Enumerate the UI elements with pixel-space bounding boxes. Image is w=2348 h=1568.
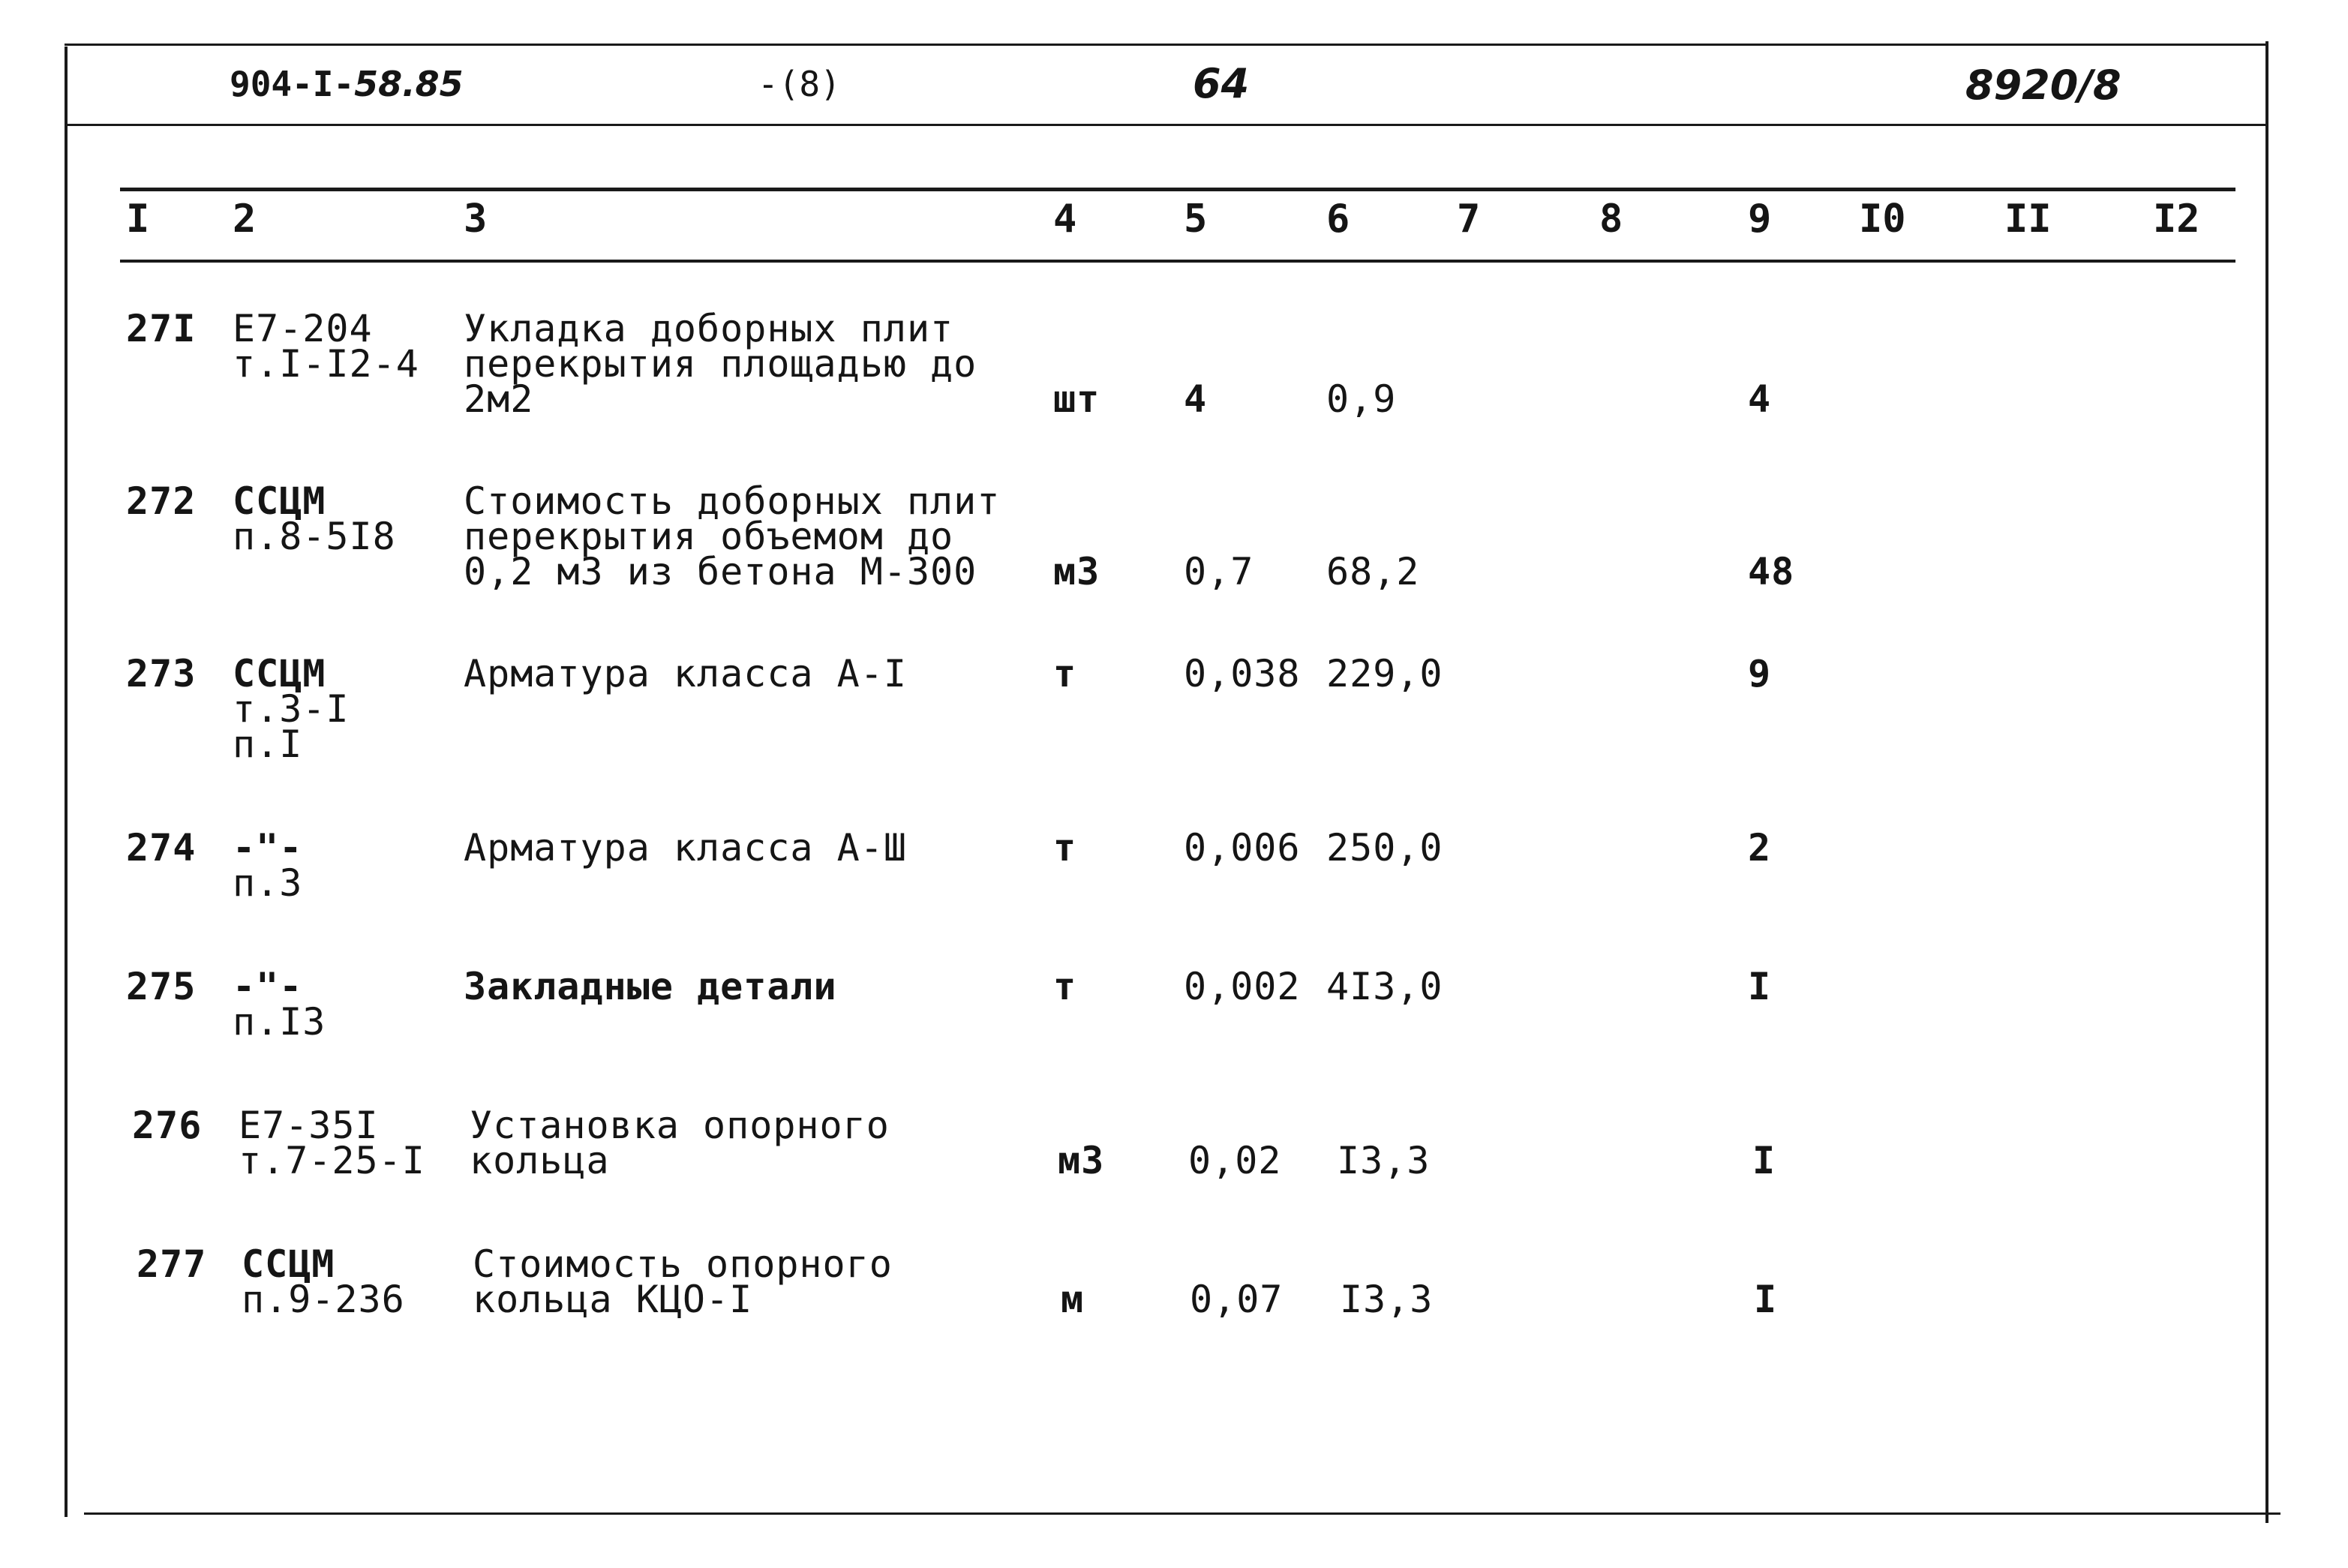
norm-code-line: п.8-5I8: [233, 515, 396, 558]
description-line: Арматура класса А-I: [464, 652, 907, 695]
norm-code-line: т.3-I: [233, 687, 350, 731]
norm-code-line: -"-: [233, 965, 303, 1008]
quantity: 0,002: [1184, 965, 1301, 1008]
description-line: 2м2: [464, 377, 534, 421]
norm-code-line: E7-204: [233, 307, 373, 350]
document-code: [230, 64, 464, 104]
unit-price: 250,0: [1326, 826, 1443, 870]
top-border: [65, 44, 2267, 46]
description-line: перекрытия площадью до: [464, 342, 977, 386]
column-header-2: 2: [233, 197, 257, 242]
sheet-number: -(8): [758, 64, 841, 104]
unit-price: I3,3: [1340, 1278, 1434, 1321]
document-code-handwritten: 58.85: [354, 64, 464, 104]
description-line: Укладка доборных плит: [464, 307, 954, 350]
unit-price: 0,9: [1326, 377, 1397, 421]
right-border: [2265, 41, 2268, 1523]
description-line: Установка опорного: [470, 1104, 890, 1147]
norm-code-line: п.9-236: [242, 1278, 405, 1321]
quantity: 0,7: [1184, 550, 1254, 593]
norm-code-line: -"-: [233, 826, 303, 870]
row-number: 27I: [126, 307, 197, 350]
unit: шт: [1053, 377, 1100, 421]
column-header-12: I2: [2153, 197, 2200, 242]
document-code-printed: 904-I-: [230, 64, 355, 104]
column-header-rule: [120, 260, 2235, 263]
norm-code-line: ССЦМ: [233, 479, 326, 523]
column-header-10: I0: [1859, 197, 1906, 242]
description-line: Арматура класса А-Ш: [464, 826, 907, 870]
bottom-border: [84, 1512, 2280, 1515]
quantity: 0,07: [1190, 1278, 1284, 1321]
unit: т: [1053, 826, 1077, 870]
column-header-6: 6: [1326, 197, 1350, 242]
total: 48: [1748, 550, 1795, 593]
column-header-9: 9: [1748, 197, 1772, 242]
norm-code-line: ССЦМ: [242, 1242, 335, 1286]
unit-price: 229,0: [1326, 652, 1443, 695]
description-line: перекрытия объемом до: [464, 515, 954, 558]
row-number: 277: [137, 1242, 207, 1286]
row-number: 276: [132, 1104, 203, 1147]
row-number: 275: [126, 965, 197, 1008]
left-border: [65, 47, 68, 1517]
norm-code-line: ССЦМ: [233, 652, 326, 695]
norm-code-line: т.7-25-I: [239, 1139, 425, 1182]
norm-code-line: E7-35I: [239, 1104, 379, 1147]
description-line: 0,2 м3 из бетона М-300: [464, 550, 977, 593]
unit: т: [1053, 965, 1077, 1008]
norm-code-line: п.I: [233, 722, 303, 766]
row-number: 272: [126, 479, 197, 523]
column-header-3: 3: [464, 197, 488, 242]
column-header-11: II: [2004, 197, 2052, 242]
unit-price: I3,3: [1337, 1139, 1431, 1182]
total: 9: [1748, 652, 1772, 695]
column-header-8: 8: [1599, 197, 1623, 242]
description-line: кольца: [470, 1139, 610, 1182]
unit: м3: [1053, 550, 1100, 593]
page-number-handwritten: 64: [1193, 60, 1250, 107]
quantity: 4: [1184, 377, 1208, 421]
quantity: 0,038: [1184, 652, 1301, 695]
description-line: Стоимость доборных плит: [464, 479, 1001, 523]
column-header-1: I: [126, 197, 150, 242]
quantity: 0,02: [1188, 1139, 1282, 1182]
quantity: 0,006: [1184, 826, 1301, 870]
unit: м3: [1058, 1139, 1105, 1182]
row-number: 274: [126, 826, 197, 870]
description-line: кольца КЦО-I: [473, 1278, 753, 1321]
norm-code-line: п.I3: [233, 1000, 326, 1044]
description-line: Стоимость опорного: [473, 1242, 893, 1286]
total: I: [1748, 965, 1772, 1008]
column-header-7: 7: [1457, 197, 1481, 242]
unit: м: [1061, 1278, 1085, 1321]
unit: т: [1053, 652, 1077, 695]
header-divider: [65, 124, 2267, 126]
total: I: [1754, 1278, 1778, 1321]
description-line: Закладные детали: [464, 965, 837, 1008]
row-number: 273: [126, 652, 197, 695]
inventory-number-handwritten: 8920/8: [1965, 62, 2121, 109]
total: I: [1752, 1139, 1776, 1182]
total: 2: [1748, 826, 1772, 870]
total: 4: [1748, 377, 1772, 421]
norm-code-line: т.I-I2-4: [233, 342, 419, 386]
norm-code-line: п.3: [233, 861, 303, 905]
column-header-5: 5: [1184, 197, 1208, 242]
table-top-rule: [120, 188, 2235, 191]
column-header-4: 4: [1053, 197, 1077, 242]
unit-price: 4I3,0: [1326, 965, 1443, 1008]
unit-price: 68,2: [1326, 550, 1420, 593]
